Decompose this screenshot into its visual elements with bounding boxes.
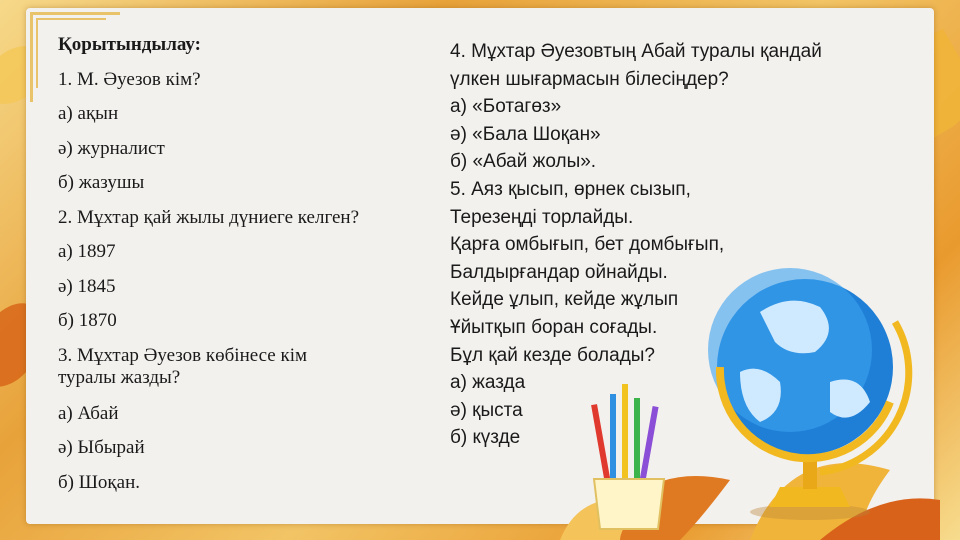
quiz-line: ә) Ыбырай: [58, 437, 145, 458]
quiz-line: а) Абай: [58, 402, 119, 424]
quiz-line: а) 1897: [58, 241, 116, 262]
quiz-line: 3. Мұхтар Әуезов көбінесе кім: [58, 344, 308, 366]
quiz-line: Кейде ұлып, кейде жұлып: [450, 289, 679, 311]
quiz-line: б) күзде: [450, 427, 521, 449]
quiz-line: 5. Аяз қысып, өрнек сызып,: [450, 178, 691, 200]
quiz-line: ә) 1845: [58, 275, 116, 297]
quiz-line: б) 1870: [58, 310, 117, 331]
left-quiz-column: [58, 34, 438, 506]
quiz-line: 1. М. Әуезов кім?: [58, 68, 201, 90]
quiz-line: а) ақын: [58, 103, 119, 124]
quiz-line: ә) «Бала Шоқан»: [450, 123, 601, 145]
quiz-line: Бұл қай кезде болады?: [450, 344, 656, 366]
quiz-line: ә) қыста: [450, 399, 523, 421]
quiz-line: б) Шоқан.: [58, 471, 140, 493]
quiz-line: Қарға омбығып, бет домбығып,: [450, 234, 725, 256]
quiz-line: 2. Мұхтар қай жылы дүниеге келген?: [58, 206, 360, 228]
quiz-line: ә) журналист: [58, 137, 165, 159]
quiz-line: туралы жазды?: [58, 366, 181, 388]
section-title: Қорытындылау:: [58, 34, 202, 55]
quiz-line: Балдырғандар ойнайды.: [450, 261, 668, 283]
right-quiz-column: [450, 38, 910, 452]
quiz-line: Ұйытқып боран соғады.: [450, 316, 658, 338]
quiz-line: а) жазда: [450, 372, 526, 394]
quiz-line: 4. Мұхтар Әуезовтың Абай туралы қандай: [450, 41, 822, 62]
quiz-line: а) «Ботагөз»: [450, 96, 562, 118]
quiz-line: б) «Абай жолы».: [450, 151, 597, 173]
quiz-line: б) жазушы: [58, 172, 145, 193]
quiz-line: үлкен шығармасын білесіңдер?: [450, 68, 729, 90]
quiz-line: Терезеңді торлайды.: [450, 206, 634, 228]
